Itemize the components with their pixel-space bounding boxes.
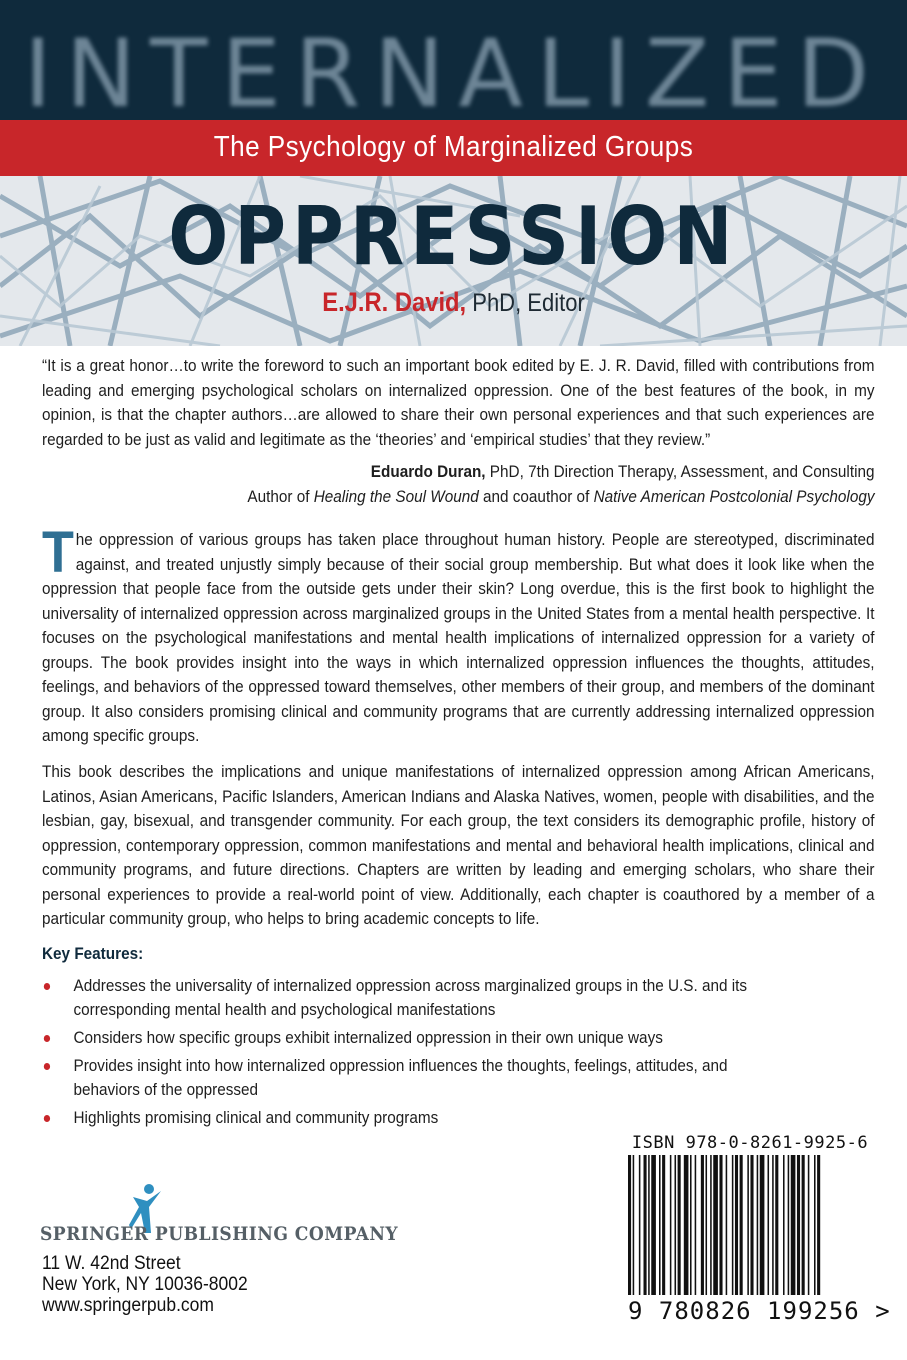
- barcode-bar: [735, 1155, 738, 1295]
- attribution-author-of: Author of: [247, 486, 314, 506]
- key-feature-item: [42, 1026, 762, 1050]
- barcode-bar: [775, 1155, 778, 1295]
- barcode-bar: [701, 1155, 704, 1295]
- cover-title-main: OPPRESSION: [168, 190, 739, 283]
- barcode-digits: 9 780826 199256 >: [628, 1297, 891, 1325]
- barcode-bar: [732, 1155, 734, 1295]
- publisher-block: [40, 1183, 399, 1323]
- cover-editor: [54, 287, 852, 318]
- key-features-title: Key Features:: [42, 944, 144, 963]
- barcode-bar: [639, 1155, 641, 1295]
- publisher-name: SPRINGER PUBLISHING COMPANY: [40, 1223, 399, 1245]
- bullet-icon: [44, 983, 50, 990]
- barcode-bar: [648, 1155, 650, 1295]
- barcode-bar: [740, 1155, 743, 1295]
- attribution-coauthor-of: and coauthor of: [478, 486, 594, 506]
- attribution-book-1: Healing the Soul Wound: [313, 486, 479, 506]
- publisher-website: www.springerpub.com: [42, 1295, 214, 1316]
- attribution-line-1: [42, 460, 875, 485]
- key-feature-item: [42, 1106, 762, 1130]
- barcode-bar: [719, 1155, 722, 1295]
- bullet-icon: [44, 1115, 50, 1122]
- attribution-author: Eduardo Duran,: [370, 462, 486, 481]
- barcode-bar: [684, 1155, 689, 1295]
- description-paragraph-1: [42, 520, 875, 749]
- barcode-bar: [678, 1155, 681, 1295]
- barcode-bar: [670, 1155, 672, 1295]
- isbn-label: ISBN 978-0-8261-9925-6: [631, 1133, 869, 1153]
- barcode-bar: [814, 1155, 816, 1295]
- key-feature-text: Provides insight into how internalized oppression influences the thoughts, feelings, attitudes, and behaviors of the oppressed: [73, 1056, 728, 1099]
- key-feature-text: Considers how specific groups exhibit internalized oppression in their own unique ways: [73, 1028, 663, 1047]
- barcode-bar: [750, 1155, 753, 1295]
- key-feature-item: [42, 1054, 762, 1102]
- editor-role: PhD, Editor: [466, 289, 585, 317]
- cover-title-top: INTERNALIZED: [23, 20, 884, 129]
- drop-cap: T: [42, 520, 74, 585]
- barcode-bar: [659, 1155, 661, 1295]
- key-features-list: [42, 974, 875, 1134]
- attribution-book-2: Native American Postcolonial Psychology: [593, 486, 875, 506]
- barcode-bar: [768, 1155, 770, 1295]
- barcode-bar: [651, 1155, 656, 1295]
- attribution-credentials: PhD, 7th Direction Therapy, Assessment, and Consulting: [485, 462, 875, 481]
- barcode-bar: [772, 1155, 774, 1295]
- barcode-bar: [690, 1155, 692, 1295]
- barcode-bar: [644, 1155, 647, 1295]
- barcode-bar: [791, 1155, 796, 1295]
- attribution-line-2: [42, 485, 875, 510]
- bullet-icon: [44, 1035, 50, 1042]
- barcode-bar: [710, 1155, 712, 1295]
- barcode-bar: [760, 1155, 765, 1295]
- address-city: New York, NY 10036-8002: [42, 1274, 248, 1295]
- barcode-bar: [817, 1155, 820, 1295]
- barcode-bar: [662, 1155, 665, 1295]
- barcode-bar: [713, 1155, 718, 1295]
- barcode-bar: [808, 1155, 810, 1295]
- endorsement-attribution: [42, 460, 875, 509]
- barcode-bar: [747, 1155, 749, 1295]
- barcode-bar: [726, 1155, 728, 1295]
- description-paragraph-2: This book describes the implications and unique manifestations of internalized oppression among African Americans, Latinos, Asian Americans, Pacific Islanders, American Indians and Alaska Natives, women, people with disabilities, and the lesbian, gay, bisexual, and transgender community. For each group, the text considers its demographic profile, history of oppression, contemporary oppression, common manifestations and mental and behavioral health implications, clinical and community programs, and future directions. Chapters are written by leading and emerging scholars, who share their personal experiences to provide a real-world point of view. Additionally, each chapter is coauthored by a member of a particular community group, who helps to bring academic concepts to life.: [42, 762, 875, 928]
- endorsement-quote: “It is a great honor…to write the foreword to such an important book edited by E. J. R. David, filled with contributions from leading and emerging psychological scholars on internalized oppression. One of the best features of the book, in my opinion, is that the chapter authors…are allowed to share their own personal experiences and that such experiences are regarded to be just as valid and legitimate as the ‘theories’ and ‘empirical studies’ that they review.”: [42, 356, 875, 449]
- barcode-bar: [783, 1155, 785, 1295]
- barcode-bar: [633, 1155, 635, 1295]
- barcode-bar: [757, 1155, 759, 1295]
- address-street: 11 W. 42nd Street: [42, 1253, 181, 1274]
- barcode-bar: [695, 1155, 697, 1295]
- key-feature-text: Highlights promising clinical and community programs: [73, 1108, 439, 1127]
- barcode-bar: [802, 1155, 805, 1295]
- cover-header: [0, 0, 907, 346]
- barcode-bar: [675, 1155, 677, 1295]
- barcode-bar: [788, 1155, 790, 1295]
- bullet-icon: [44, 1063, 50, 1070]
- editor-name: E.J.R. David,: [322, 287, 467, 317]
- publisher-address: [42, 1253, 248, 1316]
- barcode-bar: [706, 1155, 708, 1295]
- barcode-bar: [797, 1155, 800, 1295]
- description-paragraph-1-text: he oppression of various groups has taken place throughout human history. People are stereotyped, discriminated against, and treated unjustly simply because of their social group membership. But what does it look like when the oppression that people face from the outside gets under their skin? Long overdue, this is the first book to highlight the universality of internalized oppression across marginalized groups in the United States from a mental health perspective. It focuses on the psychological manifestations and mental health implications of internalized oppression for a variety of groups. The book provides insight into the ways in which internalized oppression influences the thoughts, attitudes, feelings, and behaviors of the oppressed toward themselves, other members of their group, and members of the dominant group. It also considers promising clinical and community programs that are currently addressing internalized oppression among specific groups.: [42, 530, 875, 745]
- barcode-bar: [628, 1155, 631, 1295]
- barcode-graphic: [625, 1155, 875, 1295]
- key-feature-text: Addresses the universality of internalized oppression across marginalized groups in the U.S. and its corresponding mental health and psychological manifestations: [73, 976, 748, 1019]
- cover-subtitle: The Psychology of Marginalized Groups: [213, 131, 694, 163]
- key-feature-item: [42, 974, 762, 1022]
